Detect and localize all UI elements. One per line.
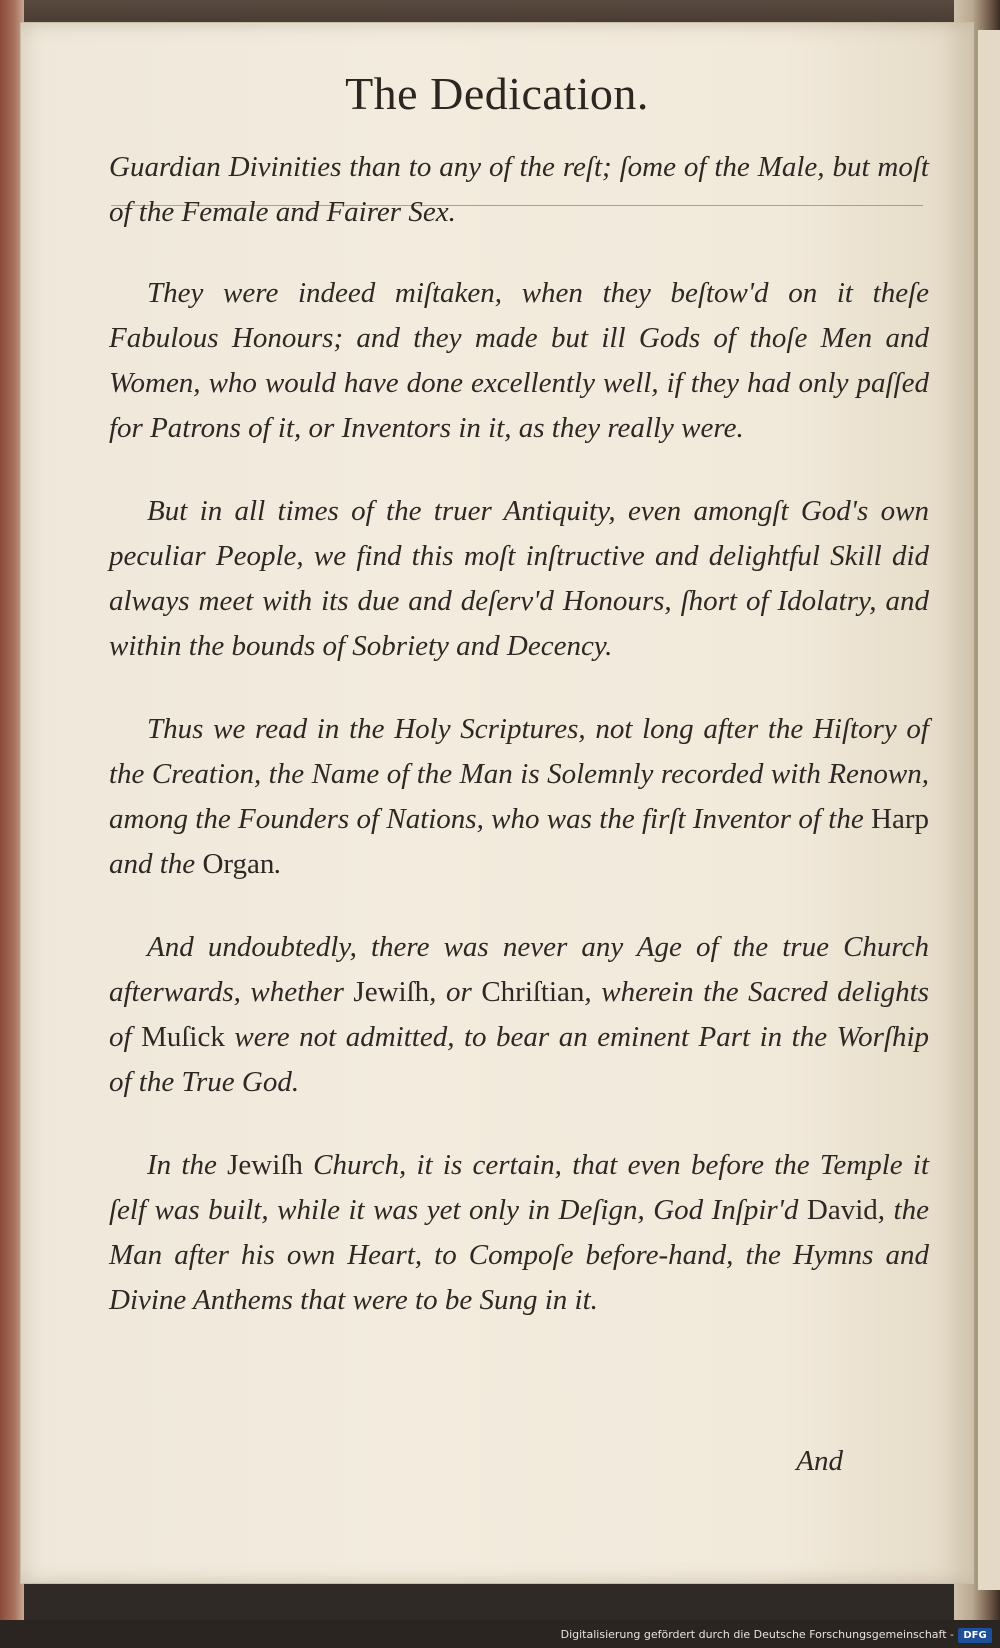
paragraph bbox=[109, 145, 929, 235]
text-run: Thus we read in the Holy Scriptures, not long after the Hiſtory of the Creation, the Name of the Man is Solemnly recorded with Renown, among the Founders of Nations, who was the firſt Inventor of the bbox=[109, 713, 929, 835]
running-head: The Dedication. bbox=[345, 68, 649, 119]
roman-word: Chriſtian bbox=[481, 976, 585, 1008]
paragraph bbox=[109, 489, 929, 669]
paragraph bbox=[109, 925, 929, 1105]
text-run: and the bbox=[109, 848, 203, 880]
paragraph bbox=[109, 707, 929, 887]
roman-word: Jewiſh bbox=[227, 1149, 303, 1181]
catchword: And bbox=[796, 1445, 843, 1477]
roman-word: Organ bbox=[202, 848, 275, 880]
roman-word: Muſick bbox=[141, 1021, 225, 1053]
text-run: And undoubtedly, there was never any Age of the true Church afterwards, whether bbox=[109, 931, 929, 1008]
text-run: , wherein the Sacred delights of bbox=[109, 976, 929, 1053]
text-run: Church, it is certain, that even before the Temple it ſelf was built, while it was yet only in Deſign, God Inſpir'd bbox=[109, 1149, 930, 1226]
paragraph bbox=[109, 271, 929, 451]
text-run: Guardian Divinities than to any of the reſt; ſome of the Male, but moſt of the Female and Fairer Sex. bbox=[109, 151, 929, 228]
roman-word: Jewiſh bbox=[353, 976, 430, 1008]
footer-bar bbox=[0, 1620, 1000, 1648]
roman-word: David bbox=[806, 1194, 878, 1226]
roman-word: Harp bbox=[871, 803, 929, 835]
text-run: In the bbox=[147, 1149, 228, 1181]
page-text bbox=[109, 145, 929, 1361]
next-page-edge bbox=[977, 30, 1000, 1590]
text-run: . bbox=[274, 848, 282, 880]
book-page bbox=[20, 22, 974, 1584]
footer-credit: Digitalisierung gefördert durch die Deutsche Forschungsgemeinschaft - bbox=[560, 1628, 954, 1641]
paragraph bbox=[109, 1143, 929, 1323]
text-run: They were indeed miſtaken, when they beſtow'd on it theſe Fabulous Honours; and they made but ill Gods of thoſe Men and Women, who would have done excellently well, if they had only paſſed for Patrons of it, or Inventors in it, as they really were. bbox=[109, 277, 929, 444]
text-run: But in all times of the truer Antiquity, even amongſt God's own peculiar People, we find this moſt inſtructive and delightful Skill did always meet with its due and deſerv'd Honours, ſhort of Idolatry, and within the bounds of Sobriety and Decency. bbox=[109, 495, 929, 662]
text-run: , the Man after his own Heart, to Compoſe before-hand, the Hymns and Divine Anthems that were to be Sung in it. bbox=[109, 1194, 929, 1316]
text-run: , or bbox=[429, 976, 482, 1008]
dfg-logo[interactable]: DFG bbox=[958, 1628, 992, 1643]
text-run: were not admitted, to bear an eminent Part in the Worſhip of the True God. bbox=[109, 1021, 930, 1098]
